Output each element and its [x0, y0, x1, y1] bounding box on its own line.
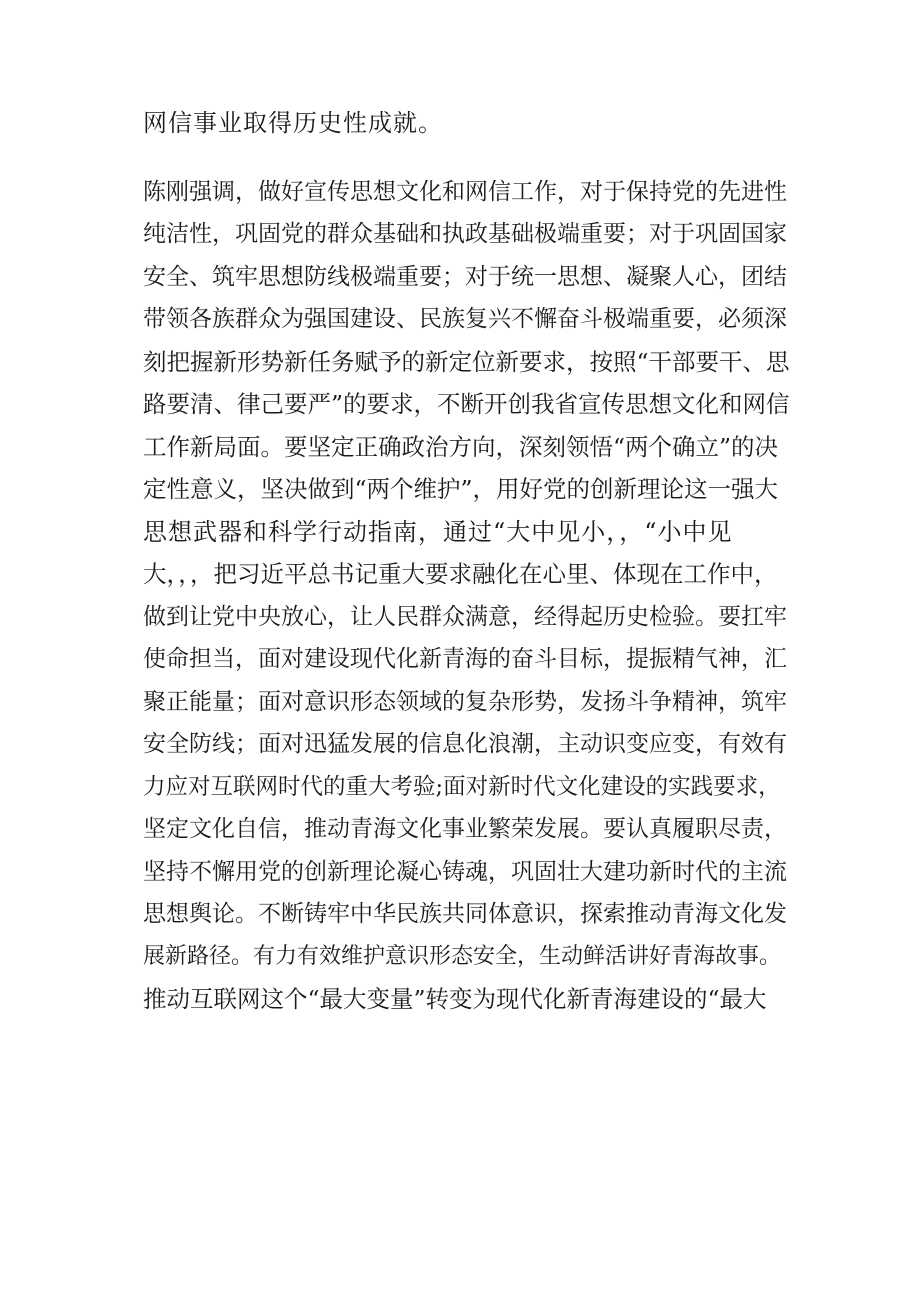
paragraph-closing-line: 网信事业取得历史性成就。 — [143, 109, 443, 137]
paragraph-line-17: 坚持不懈用党的创新理论凝心铸魂，巩固壮大建功新时代的主流 — [143, 859, 787, 885]
paragraph-line-2: 纯洁性，巩固党的群众基础和执政基础极端重要；对于巩固国家 — [143, 221, 787, 247]
paragraph-line-14: 安全防线；面对迅猛发展的信息化浪潮，主动识变应变，有效有 — [143, 731, 787, 757]
paragraph-line-11: 做到让党中央放心，让人民群众满意，经得起历史检验。要扛牢 — [143, 604, 787, 630]
paragraph-line-1: 陈刚强调，做好宣传思想文化和网信工作，对于保持党的先进性 — [143, 179, 787, 205]
paragraph-line-16: 坚定文化自信，推动青海文化事业繁荣发展。要认真履职尽责， — [143, 816, 787, 842]
paragraph-line-19: 展新路径。有力有效维护意识形态安全，生动鲜活讲好青海故事。 — [143, 944, 782, 969]
paragraph-line-13: 聚正能量；面对意识形态领域的复杂形势，发扬斗争精神，筑牢 — [143, 689, 787, 715]
paragraph-line-20: 推动互联网这个“最大变量”转变为现代化新青海建设的“最大 — [143, 985, 767, 1013]
paragraph-line-12: 使命担当，面对建设现代化新青海的奋斗目标，提振精气神，汇 — [143, 646, 787, 672]
paragraph-line-18: 思想舆论。不断铸牢中华民族共同体意识，探索推动青海文化发 — [143, 901, 787, 927]
paragraph-line-5: 刻把握新形势新任务赋予的新定位新要求，按照“干部要干、思 — [143, 348, 790, 376]
paragraph-line-7: 工作新局面。要坚定正确政治方向，深刻领悟“两个确立”的决 — [143, 433, 779, 461]
paragraph-line-6: 路要清、律己要严”的要求，不断开创我省宣传思想文化和网信 — [143, 390, 790, 418]
paragraph-line-3: 安全、筑牢思想防线极端重要；对于统一思想、凝聚人心，团结 — [143, 264, 787, 290]
paragraph-line-4: 带领各族群众为强国建设、民族复兴不懈奋斗极端重要，必须深 — [143, 306, 787, 332]
paragraph-line-15: 力应对互联网时代的重大考验;面对新时代文化建设的实践要求， — [143, 774, 781, 800]
paragraph-line-10: 大，，，把习近平总书记重大要求融化在心里、体现在工作中， — [143, 560, 778, 588]
paragraph-line-8: 定性意义，坚决做到“两个维护”，用好党的创新理论这一强大 — [143, 475, 779, 503]
paragraph-line-9: 思想武器和科学行动指南，通过“大中见小，，“小中见 — [143, 518, 733, 546]
